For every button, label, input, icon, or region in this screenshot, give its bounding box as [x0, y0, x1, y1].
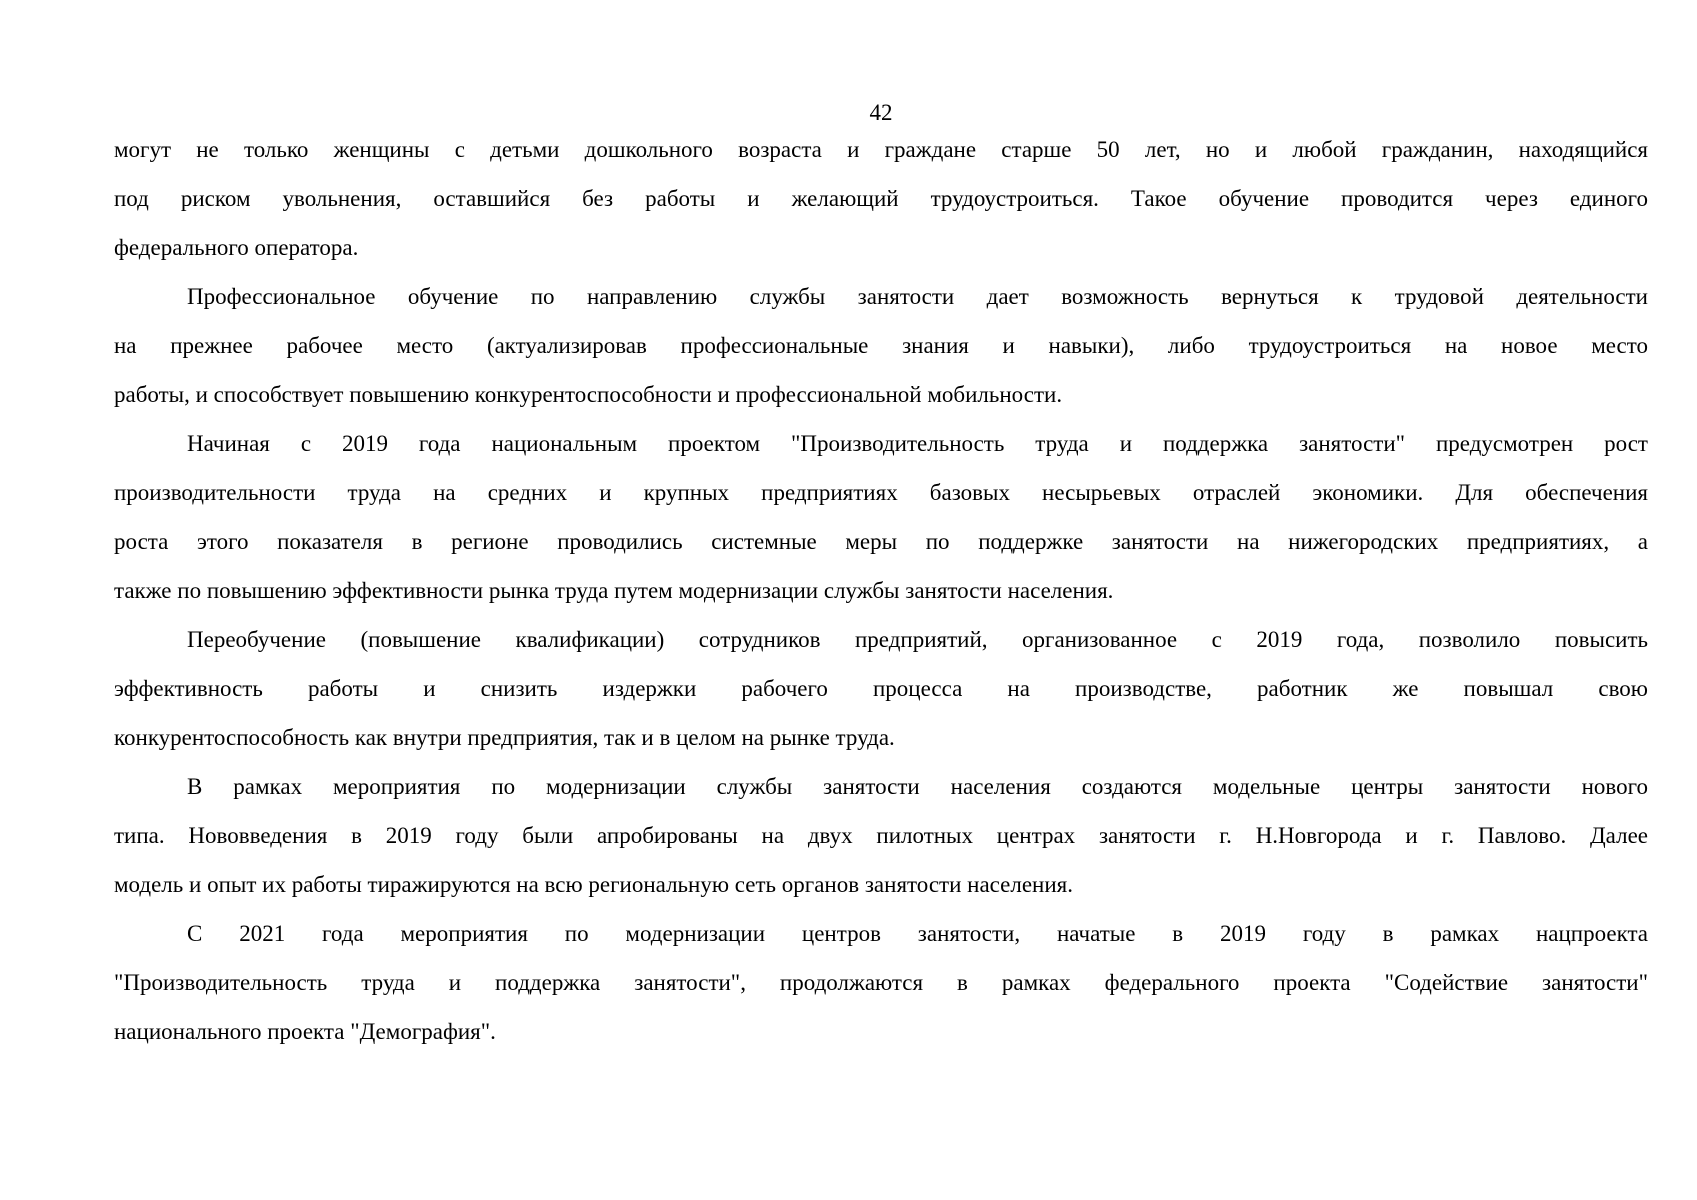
text-line: также по повышению эффективности рынка труда путем модернизации службы занятости населения.: [114, 578, 1114, 603]
text-line: роста этого показателя в регионе проводились системные меры по поддержке занятости на нижегородских предприятиях, а: [114, 529, 1648, 554]
text-line: на прежнее рабочее место (актуализировав профессиональные знания и навыки), либо трудоустроиться на новое место: [114, 333, 1648, 358]
text-line: модель и опыт их работы тиражируются на всю региональную сеть органов занятости населения.: [114, 872, 1074, 897]
text-line: работы, и способствует повышению конкурентоспособности и профессиональной мобильности.: [114, 382, 1063, 407]
text-line: под риском увольнения, оставшийся без работы и желающий трудоустроиться. Такое обучение проводится через единого: [114, 186, 1648, 211]
text-line: Переобучение (повышение квалификации) сотрудников предприятий, организованное с 2019 года, позволило повысить: [187, 627, 1648, 652]
text-line: конкурентоспособность как внутри предприятия, так и в целом на рынке труда.: [114, 725, 895, 750]
text-line: "Производительность труда и поддержка занятости", продолжаются в рамках федерального проекта "Содействие занятости": [114, 970, 1648, 995]
text-line: могут не только женщины с детьми дошкольного возраста и граждане старше 50 лет, но и любой гражданин, находящийся: [114, 137, 1648, 162]
text-line: С 2021 года мероприятия по модернизации центров занятости, начатые в 2019 году в рамках нацпроекта: [187, 921, 1648, 946]
text-line: Профессиональное обучение по направлению службы занятости дает возможность вернуться к трудовой деятельности: [187, 284, 1648, 309]
text-line: Начиная с 2019 года национальным проектом "Производительность труда и поддержка занятости" предусмотрен рост: [187, 431, 1648, 456]
paragraph: [114, 272, 1648, 419]
paragraph: [114, 125, 1648, 272]
document-body: [114, 125, 1648, 1056]
page-number: 42: [869, 100, 893, 125]
paragraph: [114, 909, 1648, 1056]
paragraph: [114, 762, 1648, 909]
paragraph: [114, 419, 1648, 615]
text-line: типа. Нововведения в 2019 году были апробированы на двух пилотных центрах занятости г. Н.Новгорода и г. Павлово. Далее: [114, 823, 1648, 848]
text-line: производительности труда на средних и крупных предприятиях базовых несырьевых отраслей экономики. Для обеспечения: [114, 480, 1648, 505]
text-line: эффективность работы и снизить издержки рабочего процесса на производстве, работник же повышал свою: [114, 676, 1648, 701]
paragraph: [114, 615, 1648, 762]
text-line: национального проекта "Демография".: [114, 1019, 496, 1044]
text-line: В рамках мероприятия по модернизации службы занятости населения создаются модельные центры занятости нового: [187, 774, 1648, 799]
text-line: федерального оператора.: [114, 235, 359, 260]
